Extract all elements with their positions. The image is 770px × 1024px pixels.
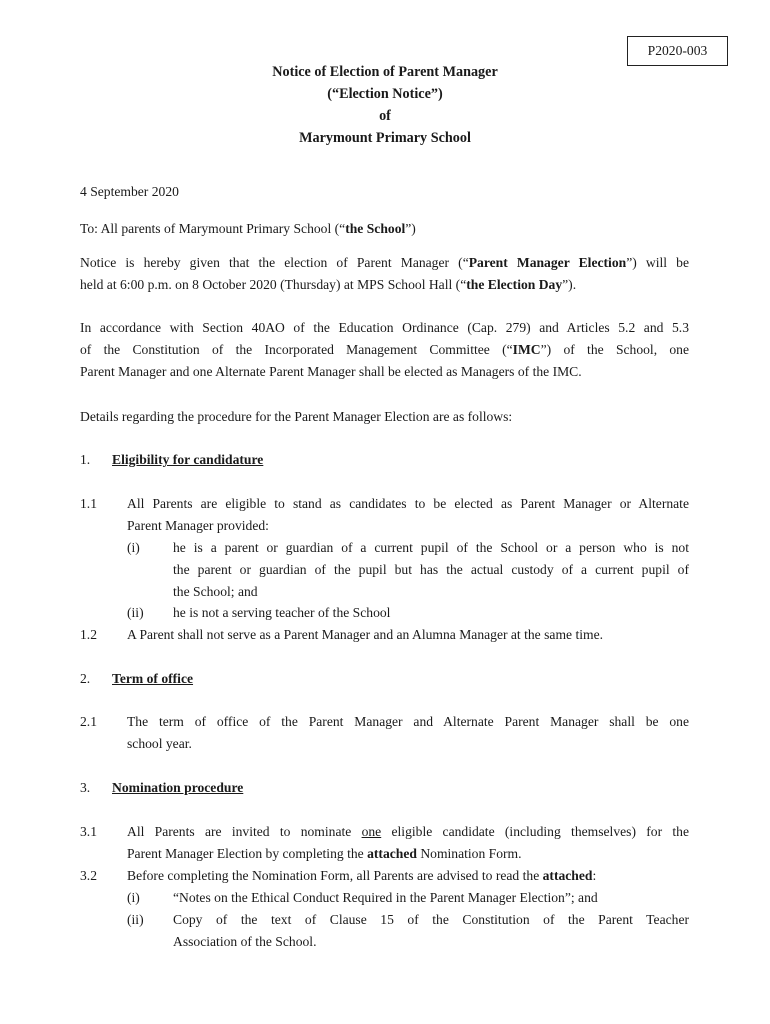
clause-1-1-i-line-2: the parent or guardian of the pupil but has the actual custody of a current pupil of xyxy=(173,562,689,577)
clause-1-2-line-1: A Parent shall not serve as a Parent Manager and an Alumna Manager at the same time. xyxy=(127,627,604,642)
clause-3-2-number: 3.2 xyxy=(80,868,97,883)
title-line-4: Marymount Primary School xyxy=(299,130,471,146)
clause-1-1-line-2: Parent Manager provided: xyxy=(127,518,269,533)
accordance-line-2: of the Constitution of the Incorporated Management Committee (“IMC”) of the School, one xyxy=(80,342,690,357)
clause-2-1-number: 2.1 xyxy=(80,714,97,729)
accordance-line-3: Parent Manager and one Alternate Parent Manager shall be elected as Managers of the IMC. xyxy=(80,364,582,379)
clause-3-2-i-line-1: “Notes on the Ethical Conduct Required in the Parent Manager Election”; and xyxy=(173,890,598,905)
clause-1-1-ii-line-1: he is not a serving teacher of the School xyxy=(173,605,391,620)
section-1-heading: Eligibility for candidature xyxy=(112,452,264,467)
title-line-3: of xyxy=(379,108,391,124)
reference-code-box: P2020-003 xyxy=(627,36,728,66)
section-3-number: 3. xyxy=(80,780,91,795)
clause-1-2-number: 1.2 xyxy=(80,627,97,642)
clause-3-2-ii-line-2: Association of the School. xyxy=(173,934,317,949)
clause-3-1-line-2: Parent Manager Election by completing the attached Nomination Form. xyxy=(127,846,522,861)
clause-2-1-line-2: school year. xyxy=(127,736,192,751)
section-2-number: 2. xyxy=(80,671,91,686)
clause-1-1-line-1: All Parents are eligible to stand as candidates to be elected as Parent Manager or Alternate xyxy=(127,496,689,511)
clause-3-1-line-1: All Parents are invited to nominate one eligible candidate (including themselves) for the xyxy=(127,824,689,839)
section-3-heading: Nomination procedure xyxy=(112,780,244,795)
notice-paragraph-line-1: Notice is hereby given that the election of Parent Manager (“Parent Manager Election”) will be xyxy=(80,255,689,270)
clause-2-1-line-1: The term of office of the Parent Manager and Alternate Parent Manager shall be one xyxy=(127,714,689,729)
clause-1-1-i-number: (i) xyxy=(127,540,140,555)
section-2-heading: Term of office xyxy=(112,671,194,686)
clause-3-2-ii-line-1: Copy of the text of Clause 15 of the Constitution of the Parent Teacher xyxy=(173,912,689,927)
clause-1-1-ii-number: (ii) xyxy=(127,605,144,620)
clause-3-1-number: 3.1 xyxy=(80,824,97,839)
title-line-1: Notice of Election of Parent Manager xyxy=(272,64,498,80)
clause-3-2-i-number: (i) xyxy=(127,890,140,905)
details-intro: Details regarding the procedure for the Parent Manager Election are as follows: xyxy=(80,409,513,424)
notice-paragraph-line-2: held at 6:00 p.m. on 8 October 2020 (Thursday) at MPS School Hall (“the Election Day”). xyxy=(80,277,577,292)
addressee-line: To: All parents of Marymount Primary School (“the School”) xyxy=(80,221,416,236)
clause-1-1-i-line-3: the School; and xyxy=(173,584,258,599)
title-line-2: (“Election Notice”) xyxy=(327,86,443,102)
clause-1-1-i-line-1: he is a parent or guardian of a current pupil of the School or a person who is not xyxy=(173,540,689,555)
section-1-number: 1. xyxy=(80,452,91,467)
accordance-line-1: In accordance with Section 40AO of the Education Ordinance (Cap. 279) and Articles 5.2 and 5.3 xyxy=(80,320,689,335)
clause-3-2-line-1: Before completing the Nomination Form, all Parents are advised to read the attached: xyxy=(127,868,597,883)
notice-date: 4 September 2020 xyxy=(80,184,179,199)
clause-3-2-ii-number: (ii) xyxy=(127,912,144,927)
clause-1-1-number: 1.1 xyxy=(80,496,97,511)
